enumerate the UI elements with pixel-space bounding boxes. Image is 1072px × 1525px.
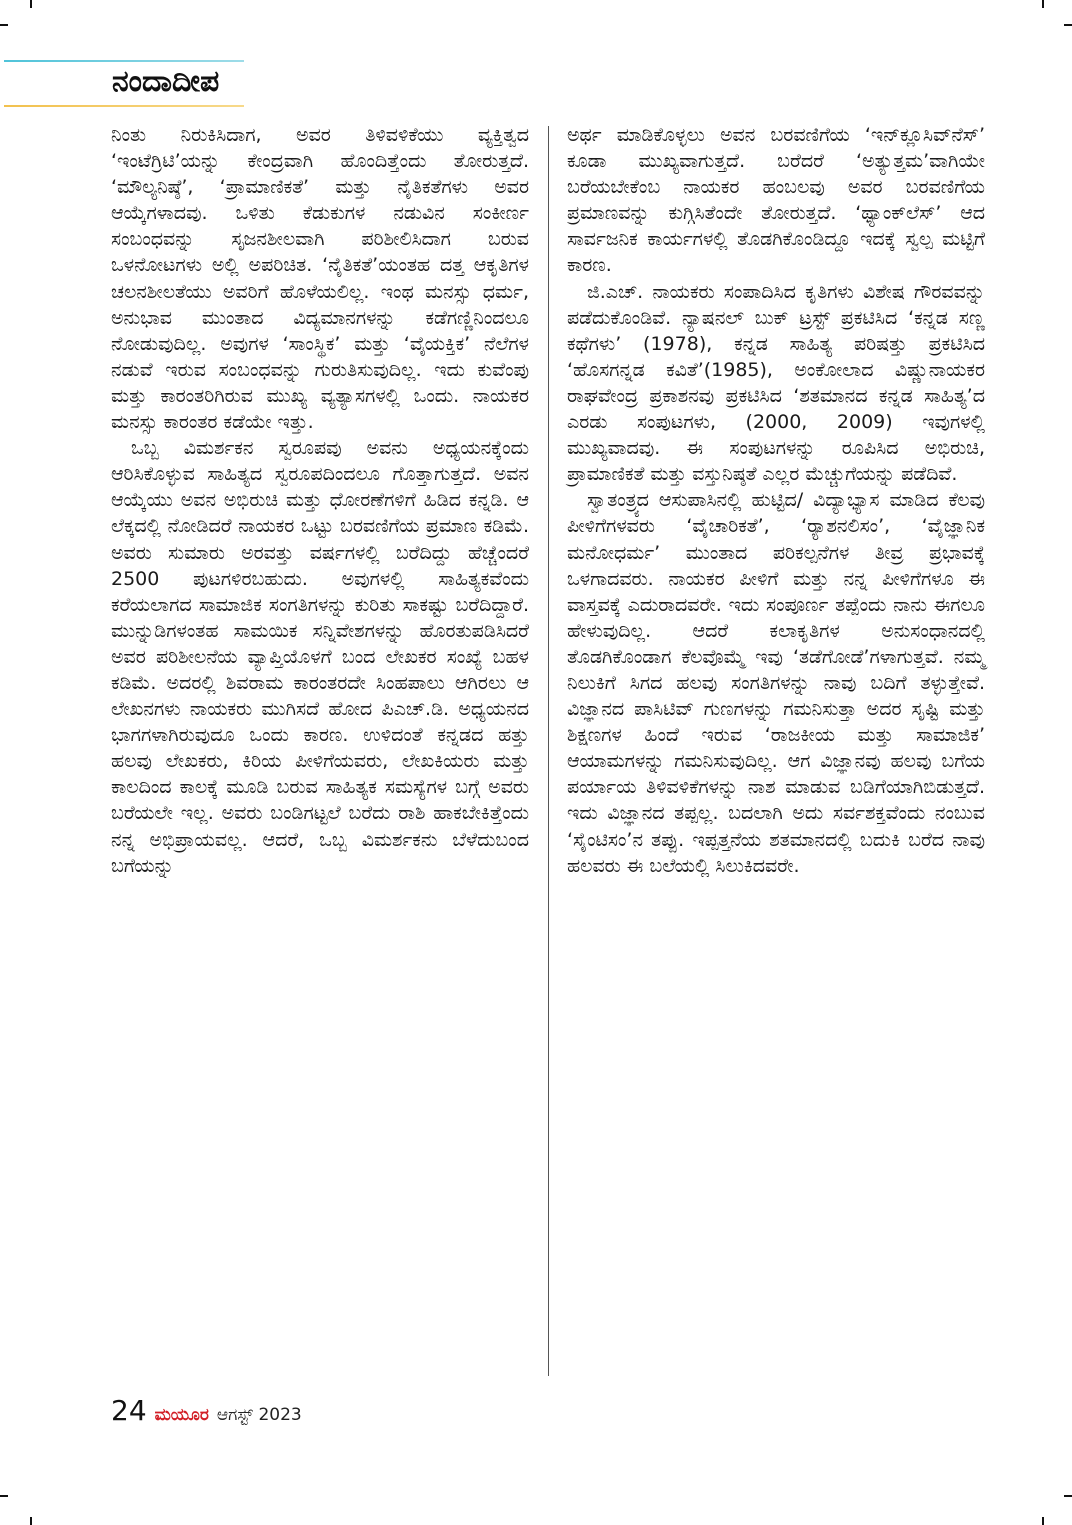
column-divider	[548, 126, 549, 1376]
magazine-logo: ಮಯೂರ	[154, 1405, 209, 1425]
page-footer	[111, 1394, 302, 1427]
page-number: 24	[111, 1394, 147, 1427]
crop-mark	[0, 1495, 8, 1497]
section-title: ನಂದಾದೀಪ	[112, 64, 220, 99]
crop-mark	[0, 24, 8, 26]
header-accent-line-top	[4, 60, 244, 62]
crop-mark	[30, 1517, 32, 1525]
paragraph: ಒಬ್ಬ ವಿಮರ್ಶಕನ ಸ್ವರೂಪವು ಅವನು ಅಧ್ಯಯನಕ್ಕೆಂದು ಆರಿಸಿಕೊಳ್ಳುವ ಸಾಹಿತ್ಯದ ಸ್ವರೂಪದಿಂದಲೂ ಗೊತ್ತಾಗುತ್ತದೆ. ಅವನ ಆಯ್ಕೆಯು ಅವನ ಅಭಿರುಚಿ ಮತ್ತು ಧೋರಣೆಗಳಿಗೆ ಹಿಡಿದ ಕನ್ನಡಿ. ಆ ಲೆಕ್ಕದಲ್ಲಿ ನೋಡಿದರೆ ನಾಯಕರ ಒಟ್ಟು ಬರವಣಿಗೆಯ ಪ್ರಮಾಣ ಕಡಿಮೆ. ಅವರು ಸುಮಾರು ಅರವತ್ತು ವರ್ಷಗಳಲ್ಲಿ ಬರೆದಿದ್ದು ಹೆಚ್ಚೆಂದರೆ 2500 ಪುಟಗಳಿರಬಹುದು. ಅವುಗಳಲ್ಲಿ ಸಾಹಿತ್ಯಕವೆಂದು ಕರೆಯಲಾಗದ ಸಾಮಾಜಿಕ ಸಂಗತಿಗಳನ್ನು ಕುರಿತು ಸಾಕಷ್ಟು ಬರೆದಿದ್ದಾರೆ. ಮುನ್ನುಡಿಗಳಂತಹ ಸಾಮಯಿಕ ಸನ್ನಿವೇಶಗಳನ್ನು ಹೊರತುಪಡಿಸಿದರೆ ಅವರ ಪರಿಶೀಲನೆಯ ವ್ಯಾಪ್ತಿಯೊಳಗೆ ಬಂದ ಲೇಖಕರ ಸಂಖ್ಯೆ ಬಹಳ ಕಡಿಮೆ. ಅದರಲ್ಲಿ ಶಿವರಾಮ ಕಾರಂತರದೇ ಸಿಂಹಪಾಲು ಆಗಿರಲು ಆ ಲೇಖನಗಳು ನಾಯಕರು ಮುಗಿಸದೆ ಹೋದ ಪಿಎಚ್.ಡಿ. ಅಧ್ಯಯನದ ಭಾಗಗಳಾಗಿರುವುದೂ ಒಂದು ಕಾರಣ. ಉಳಿದಂತೆ ಕನ್ನಡದ ಹತ್ತು ಹಲವು ಲೇಖಕರು, ಕಿರಿಯ ಪೀಳಿಗೆಯವರು, ಲೇಖಕಿಯರು ಮತ್ತು ಕಾಲದಿಂದ ಕಾಲಕ್ಕೆ ಮೂಡಿ ಬರುವ ಸಾಹಿತ್ಯಕ ಸಮಸ್ಯೆಗಳ ಬಗ್ಗೆ ಅವರು ಬರೆಯಲೇ ಇಲ್ಲ. ಅವರು ಬಂಡಿಗಟ್ಟಲೆ ಬರೆದು ರಾಶಿ ಹಾಕಬೇಕಿತ್ತೆಂದು ನನ್ನ ಅಭಿಪ್ರಾಯವಲ್ಲ. ಆದರೆ, ಒಬ್ಬ ವಿಮರ್ಶಕನು ಬೆಳೆದುಬಂದ ಬಗೆಯನ್ನು	[111, 437, 529, 877]
header-accent-line-bottom	[4, 105, 244, 107]
issue-date: ಆಗಸ್ಟ್ 2023	[216, 1405, 302, 1425]
paragraph: ಅರ್ಥ ಮಾಡಿಕೊಳ್ಳಲು ಅವನ ಬರವಣಿಗೆಯ ‘ಇನ್‌ಕ್ಲೂಸಿವ್‌ನೆಸ್’ ಕೂಡಾ ಮುಖ್ಯವಾಗುತ್ತದೆ. ಬರೆದರೆ ‘ಅತ್ಯುತ್ತಮ’ವಾಗಿಯೇ ಬರೆಯಬೇಕೆಂಬ ನಾಯಕರ ಹಂಬಲವು ಅವರ ಬರವಣಿಗೆಯ ಪ್ರಮಾಣವನ್ನು ಕುಗ್ಗಿಸಿತೆಂದೇ ತೋರುತ್ತದೆ. ‘ಥ್ಯಾಂಕ್‌ಲೆಸ್’ ಆದ ಸಾರ್ವಜನಿಕ ಕಾರ್ಯಗಳಲ್ಲಿ ತೊಡಗಿಕೊಂಡಿದ್ದೂ ಇದಕ್ಕೆ ಸ್ವಲ್ಪ ಮಟ್ಟಿಗೆ ಕಾರಣ.	[567, 124, 985, 277]
crop-mark	[30, 0, 32, 8]
crop-mark	[1064, 1495, 1072, 1497]
crop-mark	[1064, 24, 1072, 26]
crop-mark	[1042, 0, 1044, 8]
paragraph: ಸ್ವಾತಂತ್ರ್ಯದ ಆಸುಪಾಸಿನಲ್ಲಿ ಹುಟ್ಟಿದ/ ವಿದ್ಯಾಭ್ಯಾಸ ಮಾಡಿದ ಕೆಲವು ಪೀಳಿಗೆಗಳವರು ‘ವೈಚಾರಿಕತೆ’, ‘ರ್‍ಯಾಶನಲಿಸಂ’, ‘ವೈಜ್ಞಾನಿಕ ಮನೋಧರ್ಮ’ ಮುಂತಾದ ಪರಿಕಲ್ಪನೆಗಳ ತೀವ್ರ ಪ್ರಭಾವಕ್ಕೆ ಒಳಗಾದವರು. ನಾಯಕರ ಪೀಳಿಗೆ ಮತ್ತು ನನ್ನ ಪೀಳಿಗೆಗಳೂ ಈ ವಾಸ್ತವಕ್ಕೆ ಎದುರಾದವರೇ. ಇದು ಸಂಪೂರ್ಣ ತಪ್ಪೆಂದು ನಾನು ಈಗಲೂ ಹೇಳುವುದಿಲ್ಲ. ಆದರೆ ಕಲಾಕೃತಿಗಳ ಅನುಸಂಧಾನದಲ್ಲಿ ತೊಡಗಿಕೊಂಡಾಗ ಕೆಲವೊಮ್ಮೆ ಇವು ‘ತಡೆಗೋಡೆ’ಗಳಾಗುತ್ತವೆ. ನಮ್ಮ ನಿಲುಕಿಗೆ ಸಿಗದ ಹಲವು ಸಂಗತಿಗಳನ್ನು ನಾವು ಬದಿಗೆ ತಳ್ಳುತ್ತೇವೆ. ವಿಜ್ಞಾನದ ಪಾಸಿಟಿವ್ ಗುಣಗಳನ್ನು ಗಮನಿಸುತ್ತಾ ಅದರ ಸೃಷ್ಟಿ ಮತ್ತು ಶಿಕ್ಷಣಗಳ ಹಿಂದೆ ಇರುವ ‘ರಾಜಕೀಯ ಮತ್ತು ಸಾಮಾಜಿಕ’ ಆಯಾಮಗಳನ್ನು ಗಮನಿಸುವುದಿಲ್ಲ. ಆಗ ವಿಜ್ಞಾನವು ಹಲವು ಬಗೆಯ ಪರ್ಯಾಯ ತಿಳಿವಳಿಕೆಗಳನ್ನು ನಾಶ ಮಾಡುವ ಬಡಿಗೆಯಾಗಿಬಿಡುತ್ತದೆ. ಇದು ವಿಜ್ಞಾನದ ತಪ್ಪಲ್ಲ. ಬದಲಾಗಿ ಅದು ಸರ್ವಶಕ್ತವೆಂದು ನಂಬುವ ‘ಸೈಂಟಿಸಂ’ನ ತಪ್ಪು. ಇಪ್ಪತ್ತನೆಯ ಶತಮಾನದಲ್ಲಿ ಬದುಕಿ ಬರೆದ ನಾವು ಹಲವರು ಈ ಬಲೆಯಲ್ಲಿ ಸಿಲುಕಿದವರೇ.	[567, 489, 985, 877]
article-column-right	[567, 122, 985, 879]
article-column-left	[111, 122, 529, 879]
crop-mark	[1042, 1517, 1044, 1525]
paragraph: ಜಿ.ಎಚ್. ನಾಯಕರು ಸಂಪಾದಿಸಿದ ಕೃತಿಗಳು ವಿಶೇಷ ಗೌರವವನ್ನು ಪಡೆದುಕೊಂಡಿವೆ. ನ್ಯಾಷನಲ್ ಬುಕ್ ಟ್ರಸ್ಟ್ ಪ್ರಕಟಿಸಿದ ‘ಕನ್ನಡ ಸಣ್ಣ ಕಥೆಗಳು’ (1978), ಕನ್ನಡ ಸಾಹಿತ್ಯ ಪರಿಷತ್ತು ಪ್ರಕಟಿಸಿದ ‘ಹೊಸಗನ್ನಡ ಕವಿತೆ’(1985), ಅಂಕೋಲಾದ ವಿಷ್ಣುನಾಯಕರ ರಾಘವೇಂದ್ರ ಪ್ರಕಾಶನವು ಪ್ರಕಟಿಸಿದ ‘ಶತಮಾನದ ಕನ್ನಡ ಸಾಹಿತ್ಯ’ದ ಎರಡು ಸಂಪುಟಗಳು, (2000, 2009) ಇವುಗಳಲ್ಲಿ ಮುಖ್ಯವಾದವು. ಈ ಸಂಪುಟಗಳನ್ನು ರೂಪಿಸಿದ ಅಭಿರುಚಿ, ಪ್ರಾಮಾಣಿಕತೆ ಮತ್ತು ವಸ್ತುನಿಷ್ಠತೆ ಎಲ್ಲರ ಮೆಚ್ಚುಗೆಯನ್ನು ಪಡೆದಿವೆ.	[567, 280, 985, 486]
paragraph: ನಿಂತು ನಿರುಕಿಸಿದಾಗ, ಅವರ ತಿಳಿವಳಿಕೆಯು ವ್ಯಕ್ತಿತ್ವದ ‘ಇಂಟೆಗ್ರಿಟಿ’ಯನ್ನು ಕೇಂದ್ರವಾಗಿ ಹೊಂದಿತ್ತೆಂದು ತೋರುತ್ತದೆ. ‘ಮೌಲ್ಯನಿಷ್ಠೆ’, ‘ಪ್ರಾಮಾಣಿಕತೆ’ ಮತ್ತು ನೈತಿಕತೆಗಳು ಅವರ ಆಯ್ಕೆಗಳಾದವು. ಒಳಿತು ಕೆಡುಕುಗಳ ನಡುವಿನ ಸಂಕೀರ್ಣ ಸಂಬಂಧವನ್ನು ಸೃಜನಶೀಲವಾಗಿ ಪರಿಶೀಲಿಸಿದಾಗ ಬರುವ ಒಳನೋಟಗಳು ಅಲ್ಲಿ ಅಪರಿಚಿತ. ‘ನೈತಿಕತೆ’ಯಂತಹ ದತ್ತ ಆಕೃತಿಗಳ ಚಲನಶೀಲತೆಯು ಅವರಿಗೆ ಹೊಳೆಯಲಿಲ್ಲ. ಇಂಥ ಮನಸ್ಸು ಧರ್ಮ, ಅನುಭಾವ ಮುಂತಾದ ವಿದ್ಯಮಾನಗಳನ್ನು ಕಡೆಗಣ್ಣಿನಿಂದಲೂ ನೋಡುವುದಿಲ್ಲ. ಅವುಗಳ ‘ಸಾಂಸ್ಥಿಕ’ ಮತ್ತು ‘ವೈಯಕ್ತಿಕ’ ನೆಲೆಗಳ ನಡುವೆ ಇರುವ ಸಂಬಂಧವನ್ನು ಗುರುತಿಸುವುದಿಲ್ಲ. ಇದು ಕುವೆಂಪು ಮತ್ತು ಕಾರಂತರಿಗಿರುವ ಮುಖ್ಯ ವ್ಯತ್ಯಾಸಗಳಲ್ಲಿ ಒಂದು. ನಾಯಕರ ಮನಸ್ಸು ಕಾರಂತರ ಕಡೆಯೇ ಇತ್ತು.	[111, 124, 529, 434]
